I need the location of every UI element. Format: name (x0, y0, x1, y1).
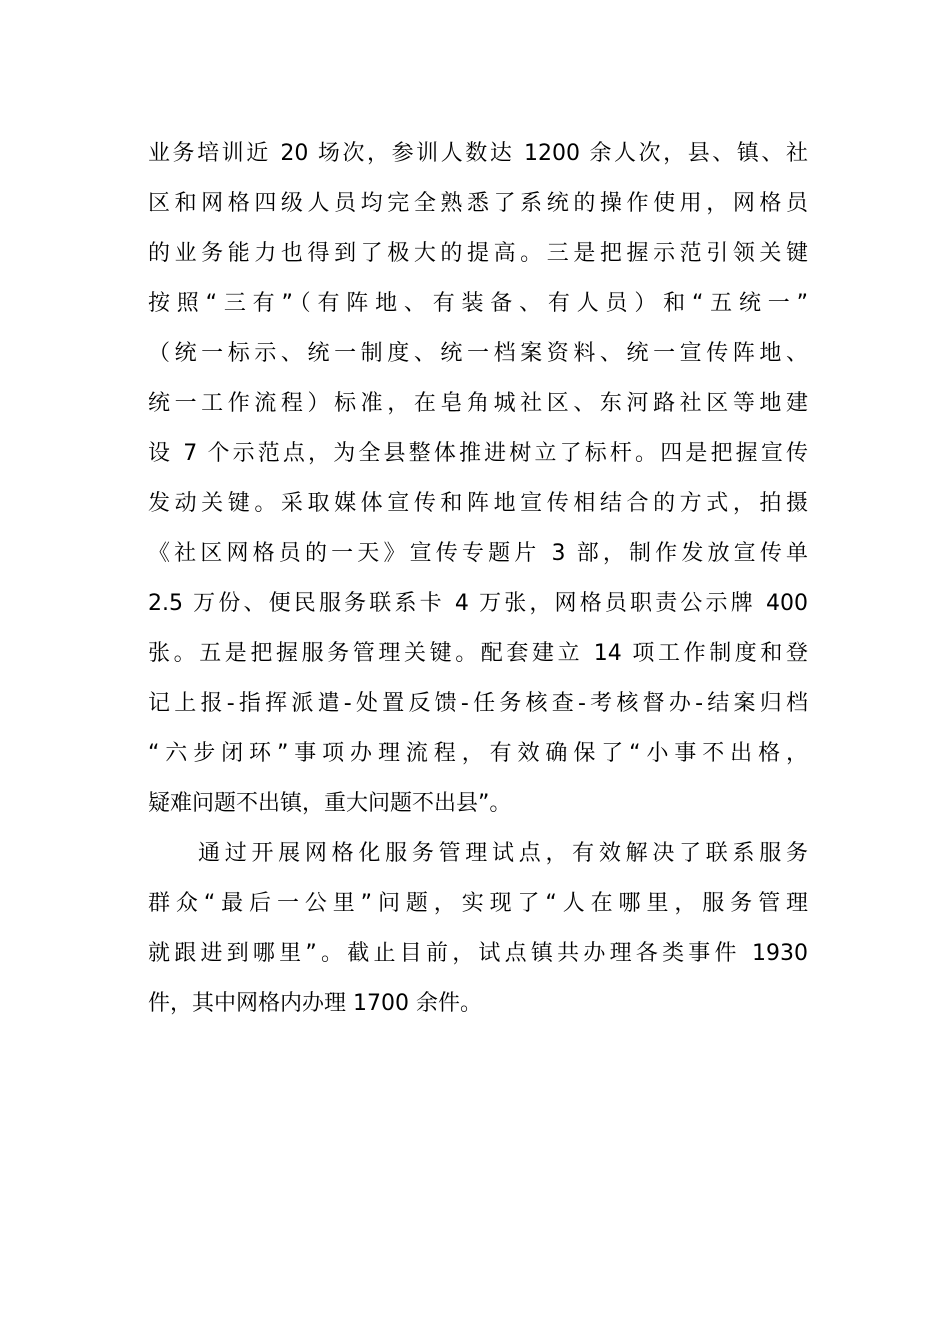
text-line: 设 7 个示范点，为全县整体推进树立了标杆。四是把握宣传 (148, 441, 808, 466)
text-line: 统一工作流程）标准，在皂角城社区、东河路社区等地建 (148, 391, 808, 416)
text-line: 就跟进到哪里”。截止目前，试点镇共办理各类事件 1930 (148, 941, 808, 966)
text-line: （统一标示、统一制度、统一档案资料、统一宣传阵地、 (148, 341, 808, 366)
text-line: 群众“最后一公里”问题，实现了“人在哪里，服务管理 (148, 891, 808, 916)
text-line: 按照“三有”（有阵地、有装备、有人员）和“五统一” (148, 291, 808, 316)
text-line: 区和网格四级人员均完全熟悉了系统的操作使用，网格员 (148, 191, 808, 216)
text-line: 张。五是把握服务管理关键。配套建立 14 项工作制度和登 (148, 641, 808, 666)
text-line: 2.5 万份、便民服务联系卡 4 万张，网格员职责公示牌 400 (148, 591, 808, 616)
text-line: “六步闭环”事项办理流程，有效确保了“小事不出格， (148, 741, 808, 766)
text-line: 通过开展网格化服务管理试点，有效解决了联系服务 (198, 841, 808, 866)
text-line: 的业务能力也得到了极大的提高。三是把握示范引领关键 (148, 241, 808, 266)
paragraph-1 (148, 129, 808, 829)
paragraph-2 (148, 829, 808, 1029)
text-line: 《社区网格员的一天》宣传专题片 3 部，制作发放宣传单 (148, 541, 808, 566)
text-line: 件，其中网格内办理 1700 余件。 (148, 991, 482, 1016)
text-line: 发动关键。采取媒体宣传和阵地宣传相结合的方式，拍摄 (148, 491, 808, 516)
text-line: 疑难问题不出镇，重大问题不出县”。 (148, 791, 512, 816)
text-line: 记上报-指挥派遣-处置反馈-任务核查-考核督办-结案归档 (148, 691, 808, 716)
body-text (148, 129, 808, 1029)
text-line: 业务培训近 20 场次，参训人数达 1200 余人次，县、镇、社 (148, 141, 808, 166)
